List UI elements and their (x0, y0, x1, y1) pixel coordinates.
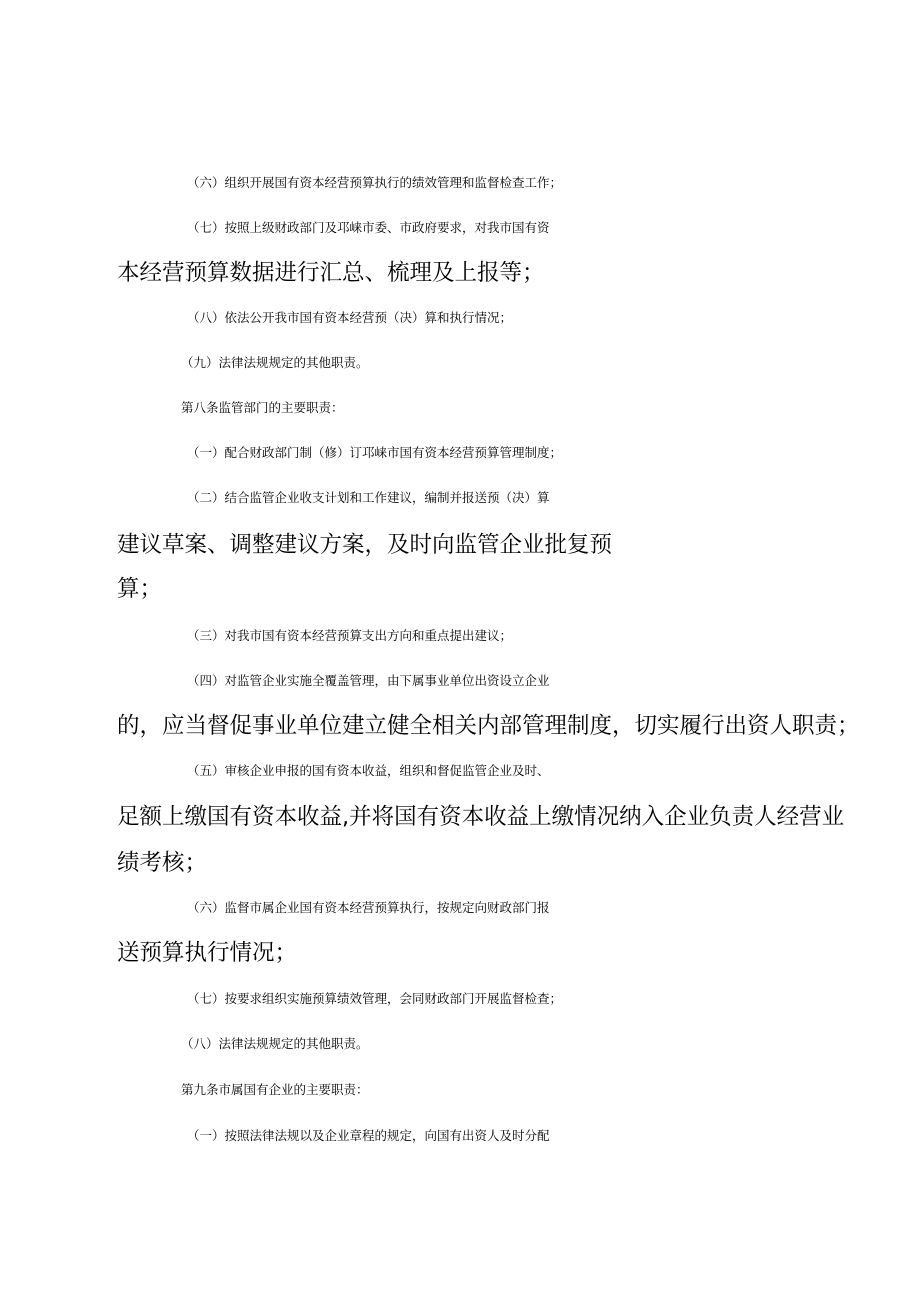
clause-line: （六）组织开展国有资本经营预算执行的绩效管理和监督检查工作； (187, 175, 563, 190)
clause-line: 足额上缴国有资本收益,并将国有资本收益上缴情况纳入企业负责人经营业 (117, 804, 845, 830)
clause-line: （四）对监管企业实施全覆盖管理，由下属事业单位出资设立企业 (187, 673, 550, 688)
clause-line: （八）法律法规规定的其他职责。 (181, 1036, 369, 1051)
clause-line: （二）结合监管企业收支计划和工作建议，编制并报送预（决）算 (187, 490, 550, 505)
clause-line: （六）监督市属企业国有资本经营预算执行，按规定向财政部门报 (187, 900, 550, 915)
clause-line: （七）按照上级财政部门及邛崃市委、市政府要求，对我市国有资 (187, 220, 550, 235)
clause-line: 建议草案、调整建议方案，及时向监管企业批复预 (117, 532, 613, 558)
clause-line: 的，应当督促事业单位建立健全相关内部管理制度，切实履行出资人职责； (117, 713, 860, 739)
clause-line: （五）审核企业申报的国有资本收益，组织和督促监管企业及时、 (187, 763, 550, 778)
clause-line: 绩考核； (117, 850, 208, 876)
clause-line: 送预算执行情况； (117, 940, 298, 966)
clause-line: （一）按照法律法规以及企业章程的规定，向国有出资人及时分配 (187, 1128, 550, 1143)
clause-line: （七）按要求组织实施预算绩效管理，会同财政部门开展监督检查； (187, 991, 563, 1006)
clause-line: （一）配合财政部门制（修）订邛崃市国有资本经营预算管理制度； (187, 445, 563, 460)
clause-line: （九）法律法规规定的其他职责。 (181, 355, 369, 370)
clause-line: （八）依法公开我市国有资本经营预（决）算和执行情况； (187, 310, 513, 325)
article-heading: 第八条监管部门的主要职责： (181, 400, 344, 415)
clause-line: 本经营预算数据进行汇总、梳理及上报等； (117, 260, 545, 286)
clause-line: 算； (117, 576, 163, 602)
article-heading: 第九条市属国有企业的主要职责： (181, 1082, 369, 1097)
clause-line: （三）对我市国有资本经营预算支出方向和重点提出建议； (187, 628, 513, 643)
